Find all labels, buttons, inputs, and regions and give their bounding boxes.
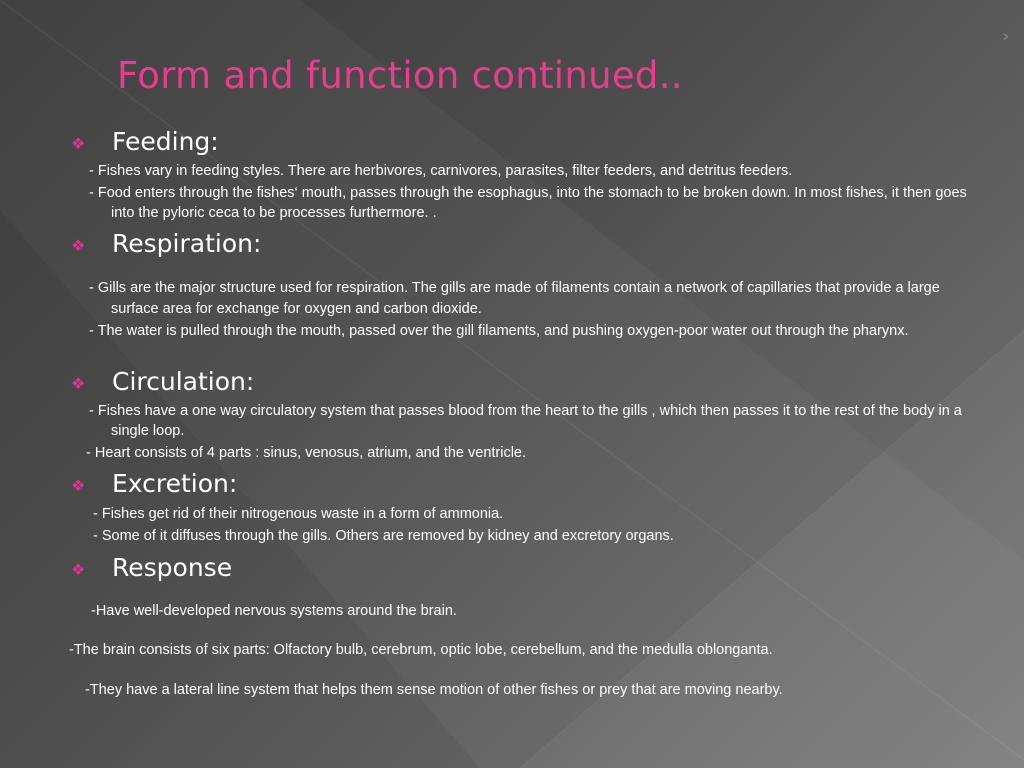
circulation-line-1: - Fishes have a one way circulatory system that passes blood from the heart to the gills , which then passes it to the rest of the body in a single loop.: [89, 403, 962, 439]
feeding-line-2: - Food enters through the fishes‘ mouth, passes through the esophagus, into the stomach to be broken down. In most fishes, it then goes into the pyloric ceca to be processes furthermore. .: [89, 185, 967, 221]
section-heading-response: Response: [112, 553, 233, 582]
feeding-line-1: - Fishes vary in feeding styles. There are herbivores, carnivores, parasites, filter feeders, and detritus feeders.: [89, 163, 793, 179]
bullet-icon: ❖: [71, 560, 86, 579]
excretion-line-1: - Fishes get rid of their nitrogenous waste in a form of ammonia.: [93, 506, 504, 522]
bullet-icon: ❖: [71, 374, 86, 393]
respiration-line-1: - Gills are the major structure used for respiration. The gills are made of filaments contain a network of capillaries that provide a large surface area for exchange for oxygen and carbon dioxide.: [89, 280, 940, 317]
response-line-3: -They have a lateral line system that helps them sense motion of other fishes or prey that are moving nearby.: [85, 682, 783, 698]
circulation-line-2: - Heart consists of 4 parts : sinus, venosus, atrium, and the ventricle.: [86, 445, 527, 461]
response-line-2: -The brain consists of six parts: Olfactory bulb, cerebrum, optic lobe, cerebellum, and the medulla oblonganta.: [69, 642, 773, 658]
bullet-icon: ❖: [71, 236, 86, 255]
respiration-line-2: - The water is pulled through the mouth, passed over the gill filaments, and pushing oxygen-poor water out through the pharynx.: [89, 323, 909, 339]
chevron-right-icon[interactable]: ›: [1002, 26, 1010, 47]
excretion-line-2: - Some of it diffuses through the gills. Others are removed by kidney and excretory organs.: [93, 528, 674, 544]
section-heading-respiration: Respiration:: [112, 229, 262, 258]
bullet-icon: ❖: [71, 476, 86, 495]
response-line-1: -Have well-developed nervous systems around the brain.: [91, 603, 457, 619]
section-heading-feeding: Feeding:: [112, 127, 219, 156]
bullet-icon: ❖: [71, 134, 86, 153]
slide-title: Form and function continued..: [117, 54, 683, 97]
section-heading-circulation: Circulation:: [112, 367, 255, 396]
section-heading-excretion: Excretion:: [112, 469, 238, 498]
